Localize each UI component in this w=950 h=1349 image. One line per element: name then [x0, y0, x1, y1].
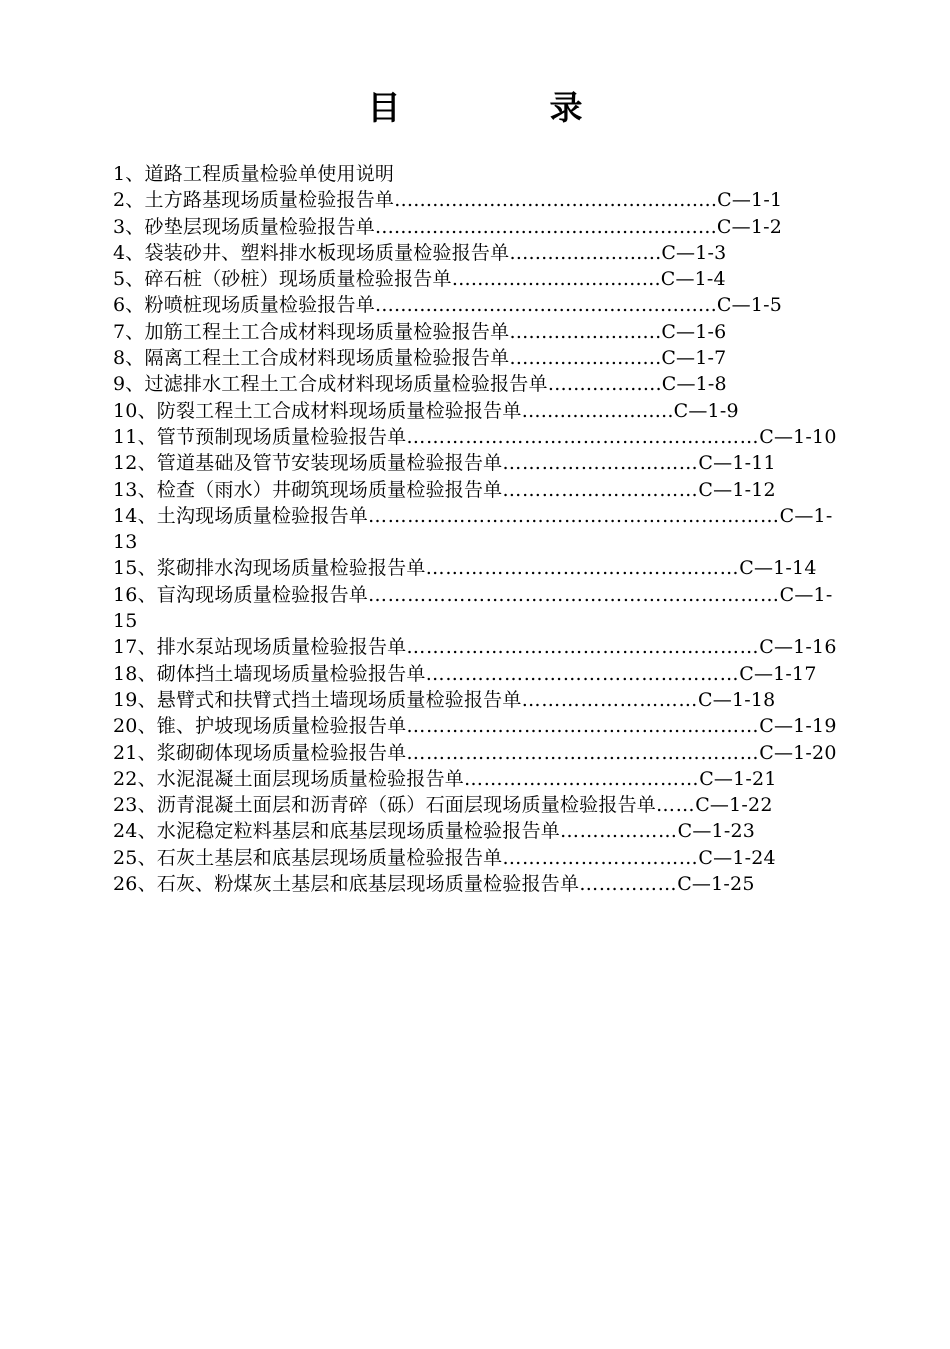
toc-entry-number: 8、	[113, 347, 145, 370]
toc-entry-number: 17、	[113, 636, 157, 659]
toc-dot-leader: …………………………	[502, 478, 699, 501]
toc-dot-leader: …………………………	[502, 846, 699, 869]
toc-entry-title: 砂垫层现场质量检验报告单	[144, 215, 375, 238]
toc-page-reference: C—1-23	[677, 820, 756, 843]
toc-page-reference: C—1-6	[661, 320, 727, 343]
toc-dot-leader: ………………………………………………	[406, 741, 760, 764]
toc-entry-number: 25、	[113, 846, 157, 869]
toc-dot-leader: ………………………………………………	[406, 425, 760, 448]
toc-entry[interactable]	[113, 555, 843, 581]
toc-dot-leader: ………………………………………………	[374, 215, 717, 238]
toc-page-reference: C—1-25	[677, 873, 755, 896]
toc-entry-title: 隔离工程土工合成材料现场质量检验报告单	[144, 347, 510, 370]
toc-page-reference: C—1-1	[717, 189, 783, 212]
toc-dot-leader: ………………………………	[463, 767, 700, 790]
toc-entry-number: 13、	[113, 478, 157, 501]
toc-entry[interactable]	[113, 292, 843, 318]
toc-entry-number: 14、	[113, 504, 157, 527]
toc-entry-number: 23、	[113, 794, 157, 817]
toc-entry[interactable]	[113, 398, 843, 424]
toc-dot-leader: ………………………………………………………	[367, 583, 780, 606]
toc-entry-number: 12、	[113, 452, 157, 475]
toc-entry[interactable]	[113, 713, 843, 739]
toc-entry[interactable]	[113, 740, 843, 766]
toc-entry[interactable]	[113, 634, 843, 660]
toc-entry[interactable]	[113, 503, 843, 556]
toc-entry-number: 18、	[113, 662, 157, 685]
toc-entry-title: 加筋工程土工合成材料现场质量检验报告单	[144, 320, 510, 343]
toc-page-reference: C—1-11	[698, 452, 776, 475]
toc-entry-number: 2、	[113, 189, 145, 212]
toc-entry[interactable]	[113, 766, 843, 792]
table-of-contents	[113, 161, 843, 897]
toc-entry-title: 水泥稳定粒料基层和底基层现场质量检验报告单	[156, 820, 560, 843]
toc-entry-number: 16、	[113, 583, 157, 606]
toc-entry-number: 1、	[113, 163, 145, 185]
toc-page-reference: C—1-5	[716, 294, 783, 317]
toc-entry[interactable]	[113, 187, 843, 213]
toc-page-reference: C—1-22	[695, 794, 773, 817]
toc-entry-title: 沥青混凝土面层和沥青碎（砾）石面层现场质量检验报告单	[156, 794, 656, 817]
toc-entry[interactable]	[113, 792, 843, 818]
toc-page-reference: C—1-8	[661, 373, 727, 396]
toc-page-reference: C—1-4	[660, 268, 726, 291]
toc-entry-title: 粉喷桩现场质量检验报告单	[144, 294, 375, 317]
toc-entry[interactable]	[113, 450, 843, 476]
toc-dot-leader: ……………………	[509, 241, 662, 264]
toc-page-reference: C—1-16	[759, 636, 837, 659]
toc-entry[interactable]	[113, 424, 843, 450]
toc-entry[interactable]	[113, 687, 843, 713]
toc-entry[interactable]	[113, 582, 843, 635]
toc-entry-title: 防裂工程土工合成材料现场质量检验报告单	[156, 399, 522, 422]
toc-page-reference: C—1-10	[759, 425, 837, 448]
toc-entry-title: 土沟现场质量检验报告单	[156, 504, 368, 527]
toc-entry-number: 5、	[113, 268, 145, 291]
toc-entry-title: 袋装砂井、塑料排水板现场质量检验报告单	[144, 241, 510, 264]
toc-entry-number: 20、	[113, 715, 157, 738]
toc-page-reference: C—1-24	[698, 846, 776, 869]
toc-entry-number: 22、	[113, 767, 157, 790]
toc-dot-leader: ………………	[559, 820, 678, 843]
toc-entry-title: 管节预制现场质量检验报告单	[156, 425, 407, 448]
toc-entry-number: 26、	[113, 873, 157, 896]
toc-entry[interactable]	[113, 240, 843, 266]
toc-entry-title: 过滤排水工程土工合成材料现场质量检验报告单	[144, 373, 548, 396]
toc-dot-leader: …………………………………………	[425, 557, 740, 580]
toc-entry-number: 10、	[113, 399, 157, 422]
toc-entry-title: 石灰土基层和底基层现场质量检验报告单	[156, 846, 503, 869]
toc-page-reference: C—1-9	[673, 399, 739, 422]
toc-entry[interactable]	[113, 845, 843, 871]
toc-page-reference: C—1-17	[739, 662, 817, 685]
toc-entry-title: 水泥混凝土面层现场质量检验报告单	[156, 767, 464, 790]
toc-dot-leader: ……………………	[509, 320, 662, 343]
page-title: 目 录	[367, 88, 641, 127]
toc-dot-leader: ……………………	[509, 347, 662, 370]
toc-page-reference: C—1-21	[699, 767, 777, 790]
toc-entry-number: 7、	[113, 320, 145, 343]
toc-entry-number: 3、	[113, 215, 145, 238]
toc-dot-leader: ………………………………………………	[406, 636, 760, 659]
toc-entry-number: 11、	[113, 425, 157, 448]
toc-dot-leader: ………………………………………………	[374, 294, 717, 317]
toc-page-reference: C—1-19	[759, 715, 837, 738]
toc-entry-title: 土方路基现场质量检验报告单	[144, 189, 395, 212]
toc-page-reference: C—1-15	[113, 583, 833, 633]
toc-entry[interactable]	[113, 319, 843, 345]
toc-entry-number: 19、	[113, 688, 157, 711]
toc-dot-leader: …………………………	[502, 452, 699, 475]
toc-entry-title: 砌体挡土墙现场质量检验报告单	[156, 662, 426, 685]
toc-entry-title: 道路工程质量检验单使用说明	[144, 163, 395, 185]
toc-page-reference: C—1-7	[661, 347, 727, 370]
toc-dot-leader: …………………………………………	[425, 662, 740, 685]
toc-page-reference: C—1-2	[716, 215, 783, 238]
toc-page-reference: C—1-14	[739, 557, 817, 580]
toc-entry-number: 15、	[113, 557, 157, 580]
toc-entry-title: 浆砌砌体现场质量检验报告单	[156, 741, 407, 764]
toc-entry-title: 浆砌排水沟现场质量检验报告单	[156, 557, 426, 580]
toc-entry-number: 9、	[113, 373, 145, 396]
toc-entry-title: 盲沟现场质量检验报告单	[156, 583, 368, 606]
toc-entry-title: 石灰、粉煤灰土基层和底基层现场质量检验报告单	[156, 873, 580, 896]
toc-entry-number: 4、	[113, 241, 145, 264]
toc-entry-title: 检查（雨水）井砌筑现场质量检验报告单	[156, 478, 503, 501]
toc-entry-number: 21、	[113, 741, 157, 764]
toc-entry[interactable]	[113, 214, 843, 240]
toc-dot-leader: ……………	[579, 873, 678, 896]
toc-entry-title: 碎石桩（砂桩）现场质量检验报告单	[144, 268, 452, 291]
toc-dot-leader: ……………………………	[451, 268, 661, 291]
toc-entry[interactable]	[113, 818, 843, 844]
toc-dot-leader: ………………………………………………	[406, 715, 760, 738]
toc-dot-leader: ……………………	[521, 399, 674, 422]
toc-entry-number: 24、	[113, 820, 157, 843]
toc-entry[interactable]	[113, 161, 843, 187]
toc-page-reference: C—1-18	[698, 688, 776, 711]
toc-entry-title: 管道基础及管节安装现场质量检验报告单	[156, 452, 503, 475]
toc-entry[interactable]	[113, 661, 843, 687]
toc-entry-title: 锥、护坡现场质量检验报告单	[156, 715, 407, 738]
toc-entry-title: 悬臂式和扶臂式挡土墙现场质量检验报告单	[156, 688, 522, 711]
toc-dot-leader: ………………	[547, 373, 662, 396]
toc-entry-number: 6、	[113, 294, 145, 317]
toc-dot-leader: ……………………………………………	[394, 189, 718, 212]
toc-dot-leader: ………………………………………………………	[367, 504, 780, 527]
toc-entry[interactable]	[113, 266, 843, 292]
toc-entry[interactable]	[113, 345, 843, 371]
toc-page-reference: C—1-3	[661, 241, 727, 264]
toc-entry[interactable]	[113, 477, 843, 503]
toc-dot-leader: ……	[655, 794, 696, 817]
toc-page-reference: C—1-12	[698, 478, 776, 501]
toc-entry[interactable]	[113, 871, 843, 897]
toc-entry-title: 排水泵站现场质量检验报告单	[156, 636, 407, 659]
toc-dot-leader: ………………………	[521, 688, 698, 711]
toc-page-reference: C—1-13	[113, 504, 833, 554]
toc-page-reference: C—1-20	[759, 741, 837, 764]
toc-entry[interactable]	[113, 371, 843, 397]
